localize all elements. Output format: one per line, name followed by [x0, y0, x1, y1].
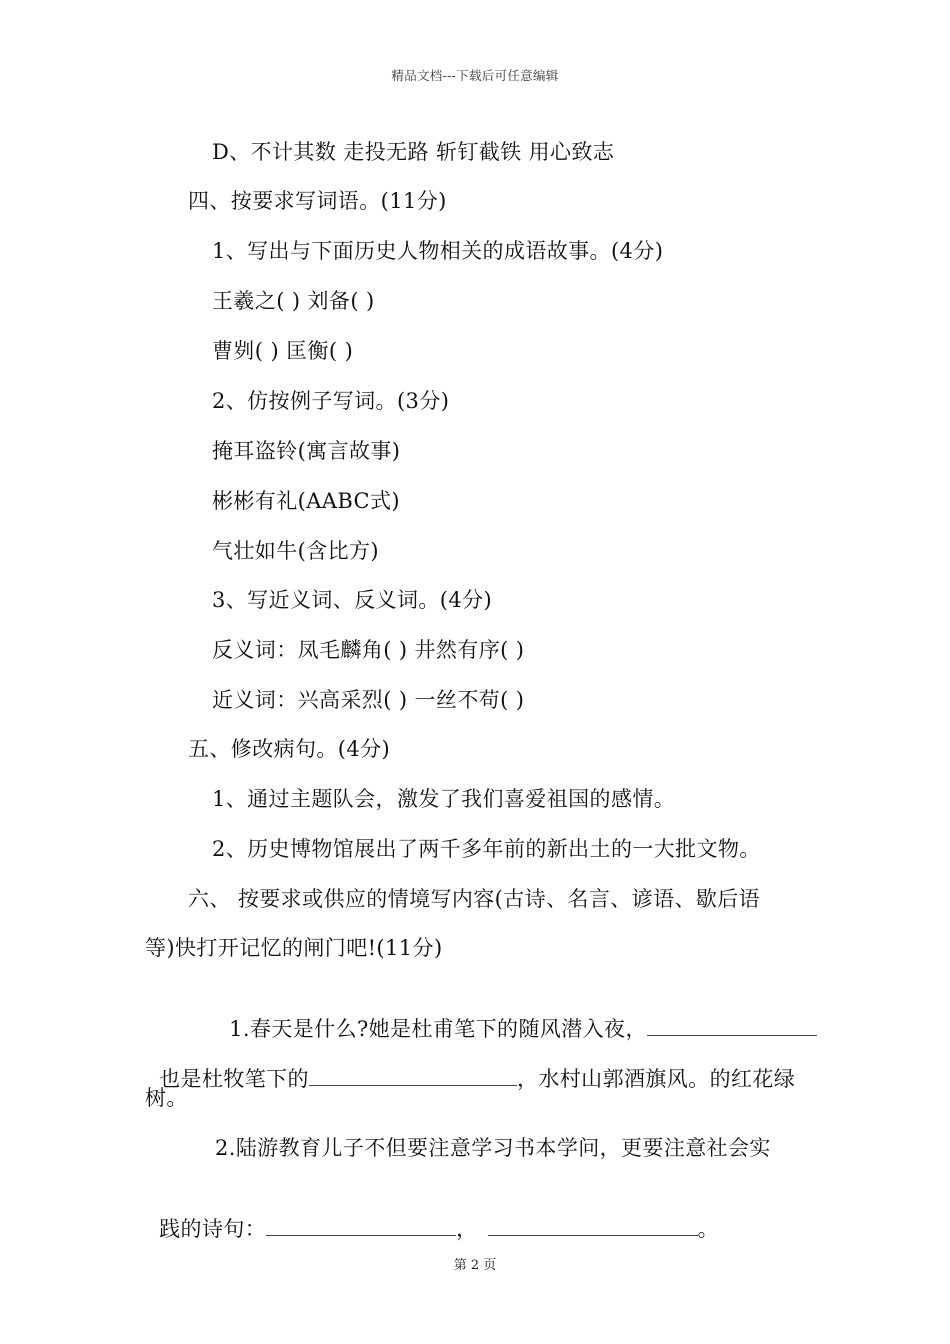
answer-blank-3[interactable] [266, 1213, 456, 1236]
section-six-title: 六、 按要求或供应的情境写内容(古诗、名言、谚语、歇后语 [188, 887, 761, 911]
question-5-2: 2、历史博物馆展出了两千多年前的新出土的一大批文物。 [212, 837, 761, 861]
question-6-1-text-b: ，水村山郭酒旗风。的红花绿 [516, 1067, 796, 1091]
example-1: 掩耳盗铃(寓言故事) [212, 439, 401, 463]
section-four-title: 四、按要求写词语。(11分) [188, 189, 447, 213]
antonyms-row: 反义词：凤毛麟角( ) 井然有序( ) [212, 638, 525, 662]
example-2: 彬彬有礼(AABC式) [212, 489, 401, 513]
question-6-1-cont [145, 1033, 795, 1094]
example-3: 气壮如牛(含比方) [212, 539, 379, 563]
synonyms-row: 近义词：兴高采烈( ) 一丝不苟( ) [212, 688, 525, 712]
section-five-title: 五、修改病句。(4分) [188, 737, 391, 761]
question-6-1-text-a: 也是杜牧笔下的 [159, 1067, 309, 1091]
question-6-2-text-c: 。 [697, 1217, 719, 1241]
question-6-1-end: 树。 [145, 1086, 188, 1110]
question-4-3: 3、写近义词、反义词。(4分) [212, 588, 493, 612]
answer-blank-2[interactable] [309, 1063, 517, 1086]
question-6-2-text-b: ， [456, 1217, 478, 1241]
question-4-2: 2、仿按例子写词。(3分) [212, 389, 450, 413]
page-header: 精品文档---下载后可任意编辑 [391, 68, 559, 83]
question-6-2: 2.陆游教育儿子不但要注意学习书本学问，更要注意社会实 [215, 1136, 771, 1160]
question-6-2-text-a: 践的诗句： [159, 1217, 267, 1241]
question-4-1-row2: 曹刿( ) 匡衡( ) [212, 339, 354, 363]
question-4-1: 1、写出与下面历史人物相关的成语故事。(4分) [212, 239, 664, 263]
answer-blank-4[interactable] [488, 1213, 698, 1236]
question-5-1: 1、通过主题队会，激发了我们喜爱祖国的感情。 [212, 787, 676, 811]
page-number: 第 2 页 [453, 1258, 497, 1273]
question-6-2-cont [145, 1183, 719, 1244]
section-six-title-cont: 等)快打开记忆的闸门吧!(11分) [145, 936, 443, 960]
question-4-1-row1: 王羲之( ) 刘备( ) [212, 289, 375, 313]
question-6-1-text: 1.春天是什么?她是杜甫笔下的随风潜入夜， [229, 1017, 647, 1041]
option-d: D、不计其数 走投无路 斩钉截铁 用心致志 [212, 140, 615, 164]
